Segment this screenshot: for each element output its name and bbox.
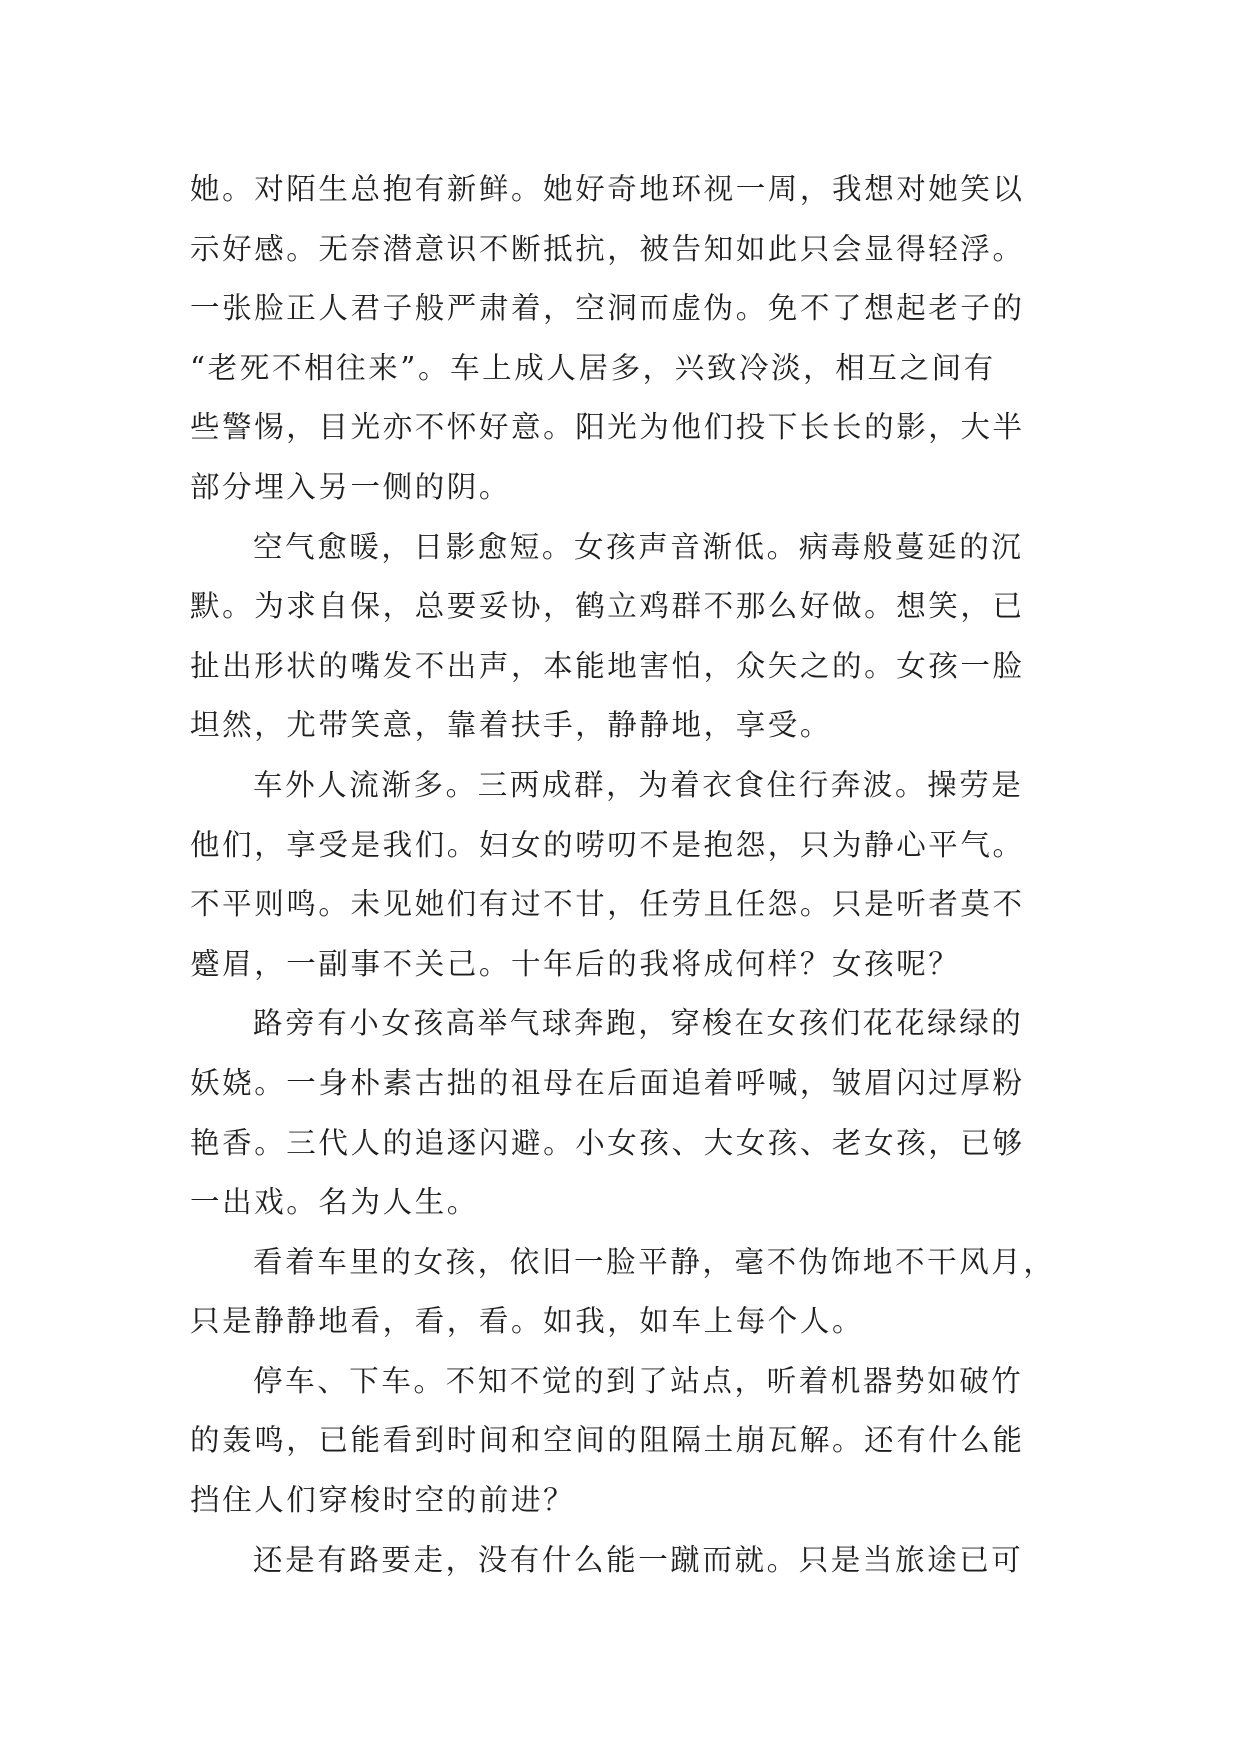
- text-line: 一张脸正人君子般严肃着，空洞而虚伪。免不了想起老子的: [190, 291, 1025, 326]
- text-line: 些警惕，目光亦不怀好意。阳光为他们投下长长的影，大半: [190, 410, 1025, 445]
- paragraph-first-line: 还是有路要走，没有什么能一蹴而就。只是当旅途已可: [253, 1542, 1024, 1577]
- text-line: 挡住人们穿梭时空的前进？: [190, 1483, 576, 1518]
- text-line: 她。对陌生总抱有新鲜。她好奇地环视一周，我想对她笑以: [190, 172, 1025, 206]
- text-line: 示好感。无奈潜意识不断抵抗，被告知如此只会显得轻浮。: [190, 231, 1025, 266]
- text-line: 部分埋入另一侧的阴。: [190, 469, 512, 504]
- text-line: 他们，享受是我们。妇女的唠叨不是抱怨，只为静心平气。: [190, 827, 1025, 862]
- body-text: [190, 160, 1060, 1590]
- text-line: 坦然，尤带笑意，靠着扶手，静静地，享受。: [190, 708, 833, 743]
- text-line: “老死不相往来”。车上成人居多，兴致冷淡，相互之间有: [190, 350, 996, 385]
- paragraph-first-line: 空气愈暖，日影愈短。女孩声音渐低。病毒般蔓延的沉: [253, 529, 1024, 564]
- text-line: 默。为求自保，总要妥协，鹤立鸡群不那么好做。想笑，已: [190, 589, 1025, 624]
- text-line: 扯出形状的嘴发不出声，本能地害怕，众矢之的。女孩一脸: [190, 648, 1025, 683]
- text-line: 妖娆。一身朴素古拙的祖母在后面追着呼喊，皱眉闪过厚粉: [190, 1065, 1025, 1100]
- text-line: 不平则鸣。未见她们有过不甘，任劳且任怨。只是听者莫不: [190, 887, 1025, 922]
- paragraph-first-line: 看着车里的女孩，依旧一脸平静，毫不伪饰地不干风月，: [253, 1244, 1056, 1279]
- text-line: 艳香。三代人的追逐闪避。小女孩、大女孩、老女孩，已够: [190, 1125, 1025, 1160]
- paragraph-first-line: 路旁有小女孩高举气球奔跑，穿梭在女孩们花花绿绿的: [253, 1006, 1024, 1041]
- text-line: 的轰鸣，已能看到时间和空间的阻隔土崩瓦解。还有什么能: [190, 1423, 1025, 1458]
- text-line: 只是静静地看，看，看。如我，如车上每个人。: [190, 1304, 865, 1339]
- text-line: 蹙眉，一副事不关己。十年后的我将成何样？女孩呢？: [190, 946, 961, 981]
- paragraph-first-line: 停车、下车。不知不觉的到了站点，听着机器势如破竹: [253, 1363, 1024, 1398]
- text-line: 一出戏。名为人生。: [190, 1185, 479, 1220]
- paragraph-first-line: 车外人流渐多。三两成群，为着衣食住行奔波。操劳是: [253, 767, 1024, 802]
